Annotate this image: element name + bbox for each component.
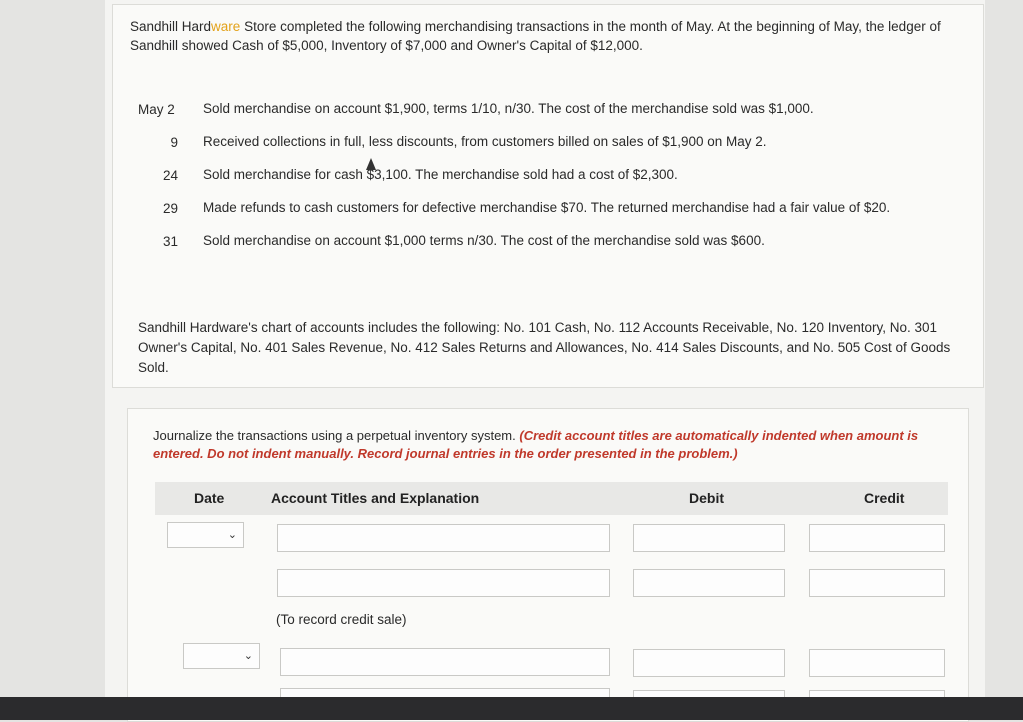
intro-text-rest: Store completed the following merchandising transactions in the month of May. At the beginning of May, the ledger of Sandhill showed Cash of $5,000, Inventory of $7,000 and Owner's Capital of $12,000. <box>130 19 941 53</box>
credit-input[interactable] <box>809 524 945 552</box>
transaction-date: 24 <box>162 168 178 183</box>
chart-of-accounts-text: Sandhill Hardware's chart of accounts includes the following: No. 101 Cash, No. 112 Accounts Receivable, No. 120 Inventory, No. 301 Owner's Capital, No. 401 Sales Revenue, No. 412 Sales Returns and Allowances, No. 414 Sales Discounts, and No. 505 Cost of Goods Sold. <box>138 320 951 375</box>
transaction-row <box>130 228 970 261</box>
transaction-date: 31 <box>162 234 178 249</box>
mouse-cursor-icon <box>366 158 376 170</box>
header-debit: Debit <box>689 490 724 506</box>
journal-instructions <box>153 427 953 463</box>
account-title-input[interactable] <box>280 648 610 676</box>
transaction-date: May 2 <box>138 102 175 117</box>
intro-text-start: Sandhill Hard <box>130 19 212 34</box>
transaction-date: 9 <box>170 135 178 150</box>
header-date: Date <box>194 490 225 506</box>
instruction-text: Journalize the transactions using a perpetual inventory system. <box>153 428 516 443</box>
debit-input[interactable] <box>633 569 785 597</box>
transaction-text: Made refunds to cash customers for defective merchandise $70. The returned merchandise had a fair value of $20. <box>203 200 891 215</box>
transaction-text: Sold merchandise on account $1,000 terms n/30. The cost of the merchandise sold was $600. <box>203 233 765 248</box>
date-select[interactable] <box>183 643 260 669</box>
chevron-down-icon: ⌄ <box>227 529 237 541</box>
transaction-date: 29 <box>162 201 178 216</box>
transaction-list <box>130 96 970 261</box>
debit-input[interactable] <box>633 649 785 677</box>
transaction-row <box>130 129 970 162</box>
journal-header <box>155 482 948 515</box>
credit-input[interactable] <box>809 569 945 597</box>
transaction-text: Received collections in full, less discounts, from customers billed on sales of $1,900 on May 2. <box>203 134 767 149</box>
account-title-input[interactable] <box>277 569 610 597</box>
transaction-row <box>130 195 970 228</box>
debit-input[interactable] <box>633 524 785 552</box>
entry-explanation: (To record credit sale) <box>276 612 407 627</box>
problem-intro <box>130 17 975 55</box>
transaction-row <box>130 96 970 129</box>
instruction-note: (Credit account titles are automatically indented when amount is entered. Do not indent manually. Record journal entries in the order presented in the problem.) <box>153 428 919 461</box>
transaction-row <box>130 162 970 195</box>
header-credit: Credit <box>864 490 905 506</box>
transaction-text: Sold merchandise for cash $3,100. The merchandise sold had a cost of $2,300. <box>203 167 678 182</box>
date-select[interactable] <box>167 522 244 548</box>
intro-highlight: ware <box>211 19 241 34</box>
header-account: Account Titles and Explanation <box>271 490 480 506</box>
credit-input[interactable] <box>809 649 945 677</box>
screen-bezel <box>0 697 1023 720</box>
transaction-text: Sold merchandise on account $1,900, terms 1/10, n/30. The cost of the merchandise sold was $1,000. <box>203 101 814 116</box>
account-title-input[interactable] <box>277 524 610 552</box>
chevron-down-icon: ⌄ <box>243 650 253 662</box>
